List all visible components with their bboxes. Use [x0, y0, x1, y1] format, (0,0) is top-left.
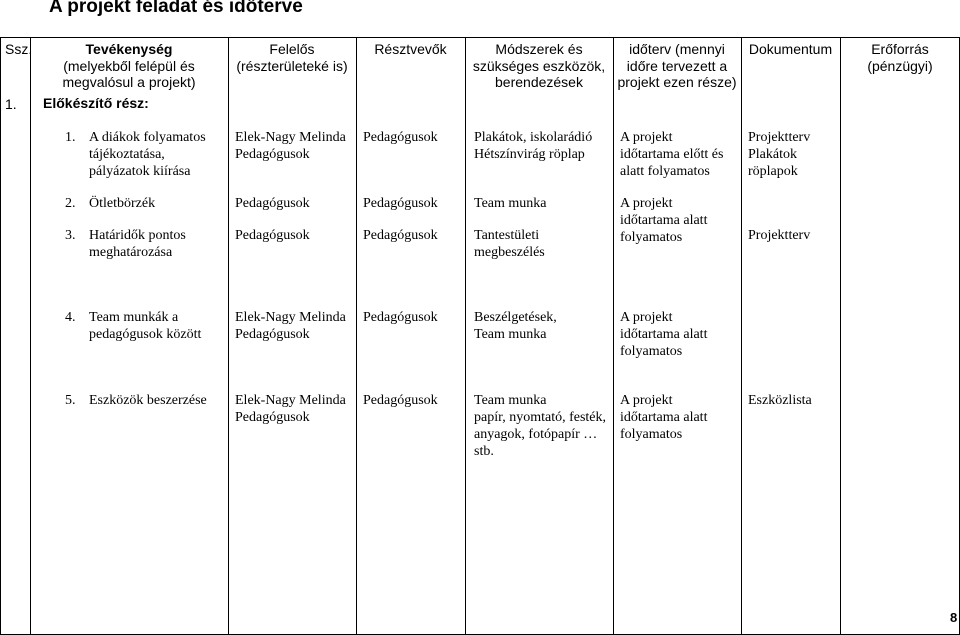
- row-2-resztvevok: Pedagógusok: [363, 196, 438, 211]
- row-4-modszer-line: Beszélgetések,: [474, 310, 557, 325]
- header-idoterv-line: időterv (mennyi: [629, 41, 725, 57]
- header-modszerek-line: berendezések: [495, 74, 583, 90]
- table-top-border: [0, 37, 960, 38]
- row-5-modszer-line: Team munka: [474, 393, 547, 408]
- header-tevekenyseg-title: Tevékenység: [85, 41, 173, 57]
- header-dokumentum: Dokumentum: [748, 41, 833, 57]
- row-1-modszer-line: Hétszínvirág röplap: [474, 147, 585, 162]
- row-4-idoterv-line: időtartama alatt: [620, 327, 708, 342]
- row-3-modszer-line: megbeszélés: [474, 245, 545, 260]
- header-felelos-line: Felelős: [269, 41, 315, 57]
- row-4-activity-line: Team munkák a: [89, 310, 179, 325]
- header-eroforras: [841, 41, 959, 74]
- row-1-activity-line: pályázatok kiírása: [89, 164, 191, 179]
- header-resztvevok: Résztvevők: [374, 41, 447, 57]
- row-1-number: 1.: [65, 130, 76, 145]
- header-felelos-line: (részterületeké is): [236, 57, 348, 74]
- row-5-activity: Eszközök beszerzése: [89, 393, 207, 408]
- row-5-number: 5.: [65, 393, 76, 408]
- row-3-activity: [89, 228, 186, 261]
- header-ssz: Ssz.: [5, 41, 33, 57]
- row-1-activity: [89, 130, 206, 146]
- section-number: 1.: [5, 96, 17, 112]
- header-tevekenyseg-line: megvalósul a projekt): [62, 74, 196, 90]
- row-2-felelos: Pedagógusok: [235, 196, 310, 211]
- row-3-felelos: Pedagógusok: [235, 228, 310, 243]
- header-eroforras-line: Erőforrás: [871, 41, 929, 57]
- col-divider: [840, 37, 841, 634]
- row-3-resztvevok: Pedagógusok: [363, 228, 438, 243]
- row-1-felelos-line: Pedagógusok: [235, 147, 310, 162]
- row-1-felelos-line: Elek-Nagy Melinda: [235, 130, 346, 145]
- col-divider: [465, 37, 466, 634]
- col-divider: [0, 37, 1, 634]
- row-3-number: 3.: [65, 228, 76, 243]
- row-1-dokumentum-line: Plakátok: [748, 147, 797, 162]
- row-1-idoterv-line: alatt folyamatos: [620, 164, 710, 179]
- header-modszerek: [466, 41, 612, 91]
- row-3-dokumentum: Projektterv: [748, 228, 811, 243]
- row-2-3-idoterv: [620, 196, 707, 246]
- col-divider: [30, 37, 31, 634]
- header-tevekenyseg-line: (melyekből felépül és: [63, 57, 195, 74]
- row-2-activity: Ötletbörzék: [89, 196, 156, 211]
- row-1-modszer: [474, 130, 592, 163]
- row-4-number: 4.: [65, 310, 76, 325]
- row-4-felelos: [235, 310, 346, 343]
- row-5-idoterv-line: folyamatos: [620, 427, 683, 442]
- row-1-dokumentum-line: Projektterv: [748, 130, 811, 145]
- row-2-3-idoterv-line: folyamatos: [620, 230, 683, 245]
- row-5-dokumentum: Eszközlista: [748, 393, 812, 408]
- row-1-dokumentum: [748, 130, 810, 180]
- row-4-idoterv: [620, 310, 707, 360]
- header-idoterv-line: projekt ezen része): [617, 74, 737, 90]
- header-idoterv: [614, 41, 740, 91]
- header-modszerek-line: Módszerek és: [495, 41, 583, 57]
- row-1-resztvevok: Pedagógusok: [363, 130, 438, 145]
- col-divider: [741, 37, 742, 634]
- row-4-idoterv-line: A projekt: [620, 310, 673, 325]
- header-eroforras-line: (pénzügyi): [867, 57, 933, 74]
- row-5-idoterv-line: időtartama alatt: [620, 410, 708, 425]
- row-4-modszer-line: Team munka: [474, 327, 547, 342]
- row-5-idoterv: [620, 393, 707, 443]
- row-5-modszer-line: anyagok, fotópapír …: [474, 427, 598, 442]
- header-idoterv-line: időre tervezett a: [626, 57, 728, 74]
- section-label: Előkészítő rész:: [43, 95, 149, 111]
- row-1-activity-line: A diákok folyamatos: [89, 130, 206, 145]
- row-4-resztvevok: Pedagógusok: [363, 310, 438, 325]
- row-4-felelos-line: Pedagógusok: [235, 327, 310, 342]
- col-divider: [613, 37, 614, 634]
- row-2-3-idoterv-line: időtartama alatt: [620, 213, 708, 228]
- row-4-modszer: [474, 310, 557, 343]
- page-number: 8: [950, 610, 958, 625]
- row-1-dokumentum-line: röplapok: [748, 164, 798, 179]
- row-4-activity-line: pedagógusok között: [89, 327, 202, 342]
- col-divider: [228, 37, 229, 634]
- row-2-modszer: Team munka: [474, 196, 547, 211]
- row-5-idoterv-line: A projekt: [620, 393, 673, 408]
- row-3-activity-line: meghatározása: [89, 245, 173, 260]
- row-5-modszer-line: papír, nyomtató, festék,: [474, 410, 607, 425]
- row-1-idoterv-line: A projekt: [620, 130, 673, 145]
- row-4-activity: [89, 310, 201, 343]
- row-4-idoterv-line: folyamatos: [620, 344, 683, 359]
- row-4-felelos-line: Elek-Nagy Melinda: [235, 310, 346, 325]
- row-5-modszer-line: stb.: [474, 444, 494, 459]
- row-2-number: 2.: [65, 196, 76, 211]
- row-5-felelos: [235, 393, 346, 426]
- row-3-modszer-line: Tantestületi: [474, 228, 540, 243]
- row-2-3-idoterv-line: A projekt: [620, 196, 673, 211]
- page-title: A projekt feladat és időterve: [49, 0, 303, 17]
- row-5-modszer: [474, 393, 606, 460]
- row-1-felelos: [235, 130, 346, 163]
- col-divider: [356, 37, 357, 634]
- row-1-activity-line: tájékoztatása,: [89, 147, 165, 162]
- header-tevekenyseg: [31, 41, 227, 91]
- row-1-modszer-line: Plakátok, iskolarádió: [474, 130, 593, 145]
- row-1-idoterv: [620, 130, 723, 180]
- row-3-activity-line: Határidők pontos: [89, 228, 186, 243]
- row-1-idoterv-line: időtartama előtt és: [620, 147, 724, 162]
- row-5-resztvevok: Pedagógusok: [363, 393, 438, 408]
- row-5-felelos-line: Pedagógusok: [235, 410, 310, 425]
- row-3-modszer: [474, 228, 545, 261]
- row-5-felelos-line: Elek-Nagy Melinda: [235, 393, 346, 408]
- header-felelos: [229, 41, 355, 74]
- header-modszerek-line: szükséges eszközök,: [472, 57, 606, 74]
